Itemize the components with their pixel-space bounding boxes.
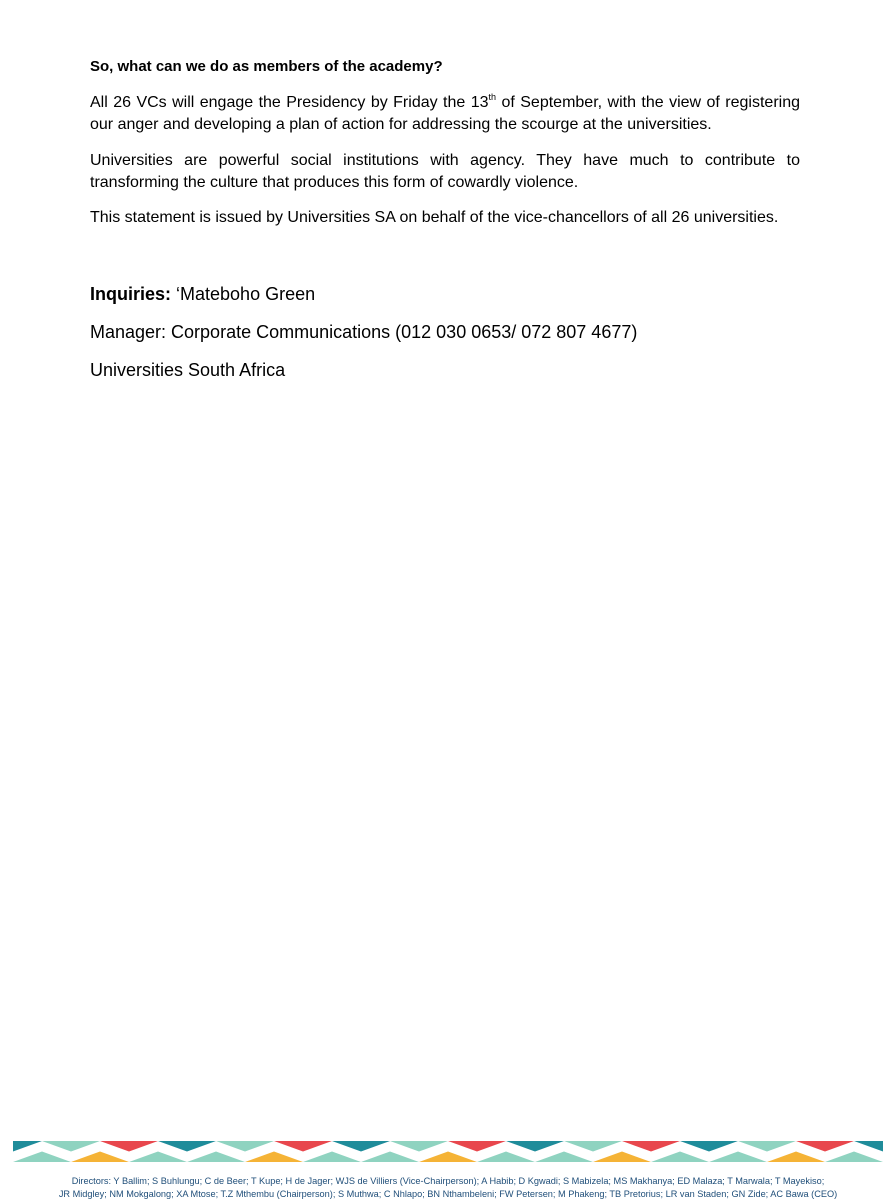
decorative-border [13, 1141, 883, 1162]
section-heading: So, what can we do as members of the academy? [90, 58, 443, 75]
paragraph-universities: Universities are powerful social institutions with agency. They have much to contribute to transforming the culture that produces this form of cowardly violence. [90, 152, 800, 191]
paragraph-presidency [90, 92, 800, 136]
inquiries-line [90, 283, 315, 305]
footer-directors [0, 1175, 896, 1201]
paragraph-presidency-text-a: All 26 VCs will engage the Presidency by Friday the 13 [90, 94, 489, 111]
inquiries-name: ‘Mateboho Green [171, 284, 316, 304]
contact-organisation: Universities South Africa [90, 360, 286, 380]
footer-line-1: Directors: Y Ballim; S Buhlungu; C de Beer; T Kupe; H de Jager; WJS de Villiers (Vice-Chairperson); A Habib; D Kgwadi; S Mabizela; MS Makhanya; ED Malaza; T Marwala; T Mayekiso; [71, 1176, 825, 1186]
paragraph-statement: This statement is issued by Universities SA on behalf of the vice-chancellors of all 26 universities. [90, 209, 779, 226]
footer-line-2: JR Midgley; NM Mokgalong; XA Mtose; T.Z Mthembu (Chairperson); S Muthwa; C Nhlapo; BN Nthambeleni; FW Petersen; M Phakeng; TB Pretorius; LR van Staden; GN Zide; AC Bawa (CEO) [58, 1189, 838, 1199]
inquiries-label: Inquiries: [90, 284, 172, 304]
ordinal-suffix: th [488, 92, 497, 102]
contact-role-line: Manager: Corporate Communications (012 030 0653/ 072 807 4677) [90, 322, 638, 342]
paragraph-presidency-text-b: of September, with the view of registering our anger and developing a plan of action for addressing the scourge at the universities. [90, 94, 800, 133]
